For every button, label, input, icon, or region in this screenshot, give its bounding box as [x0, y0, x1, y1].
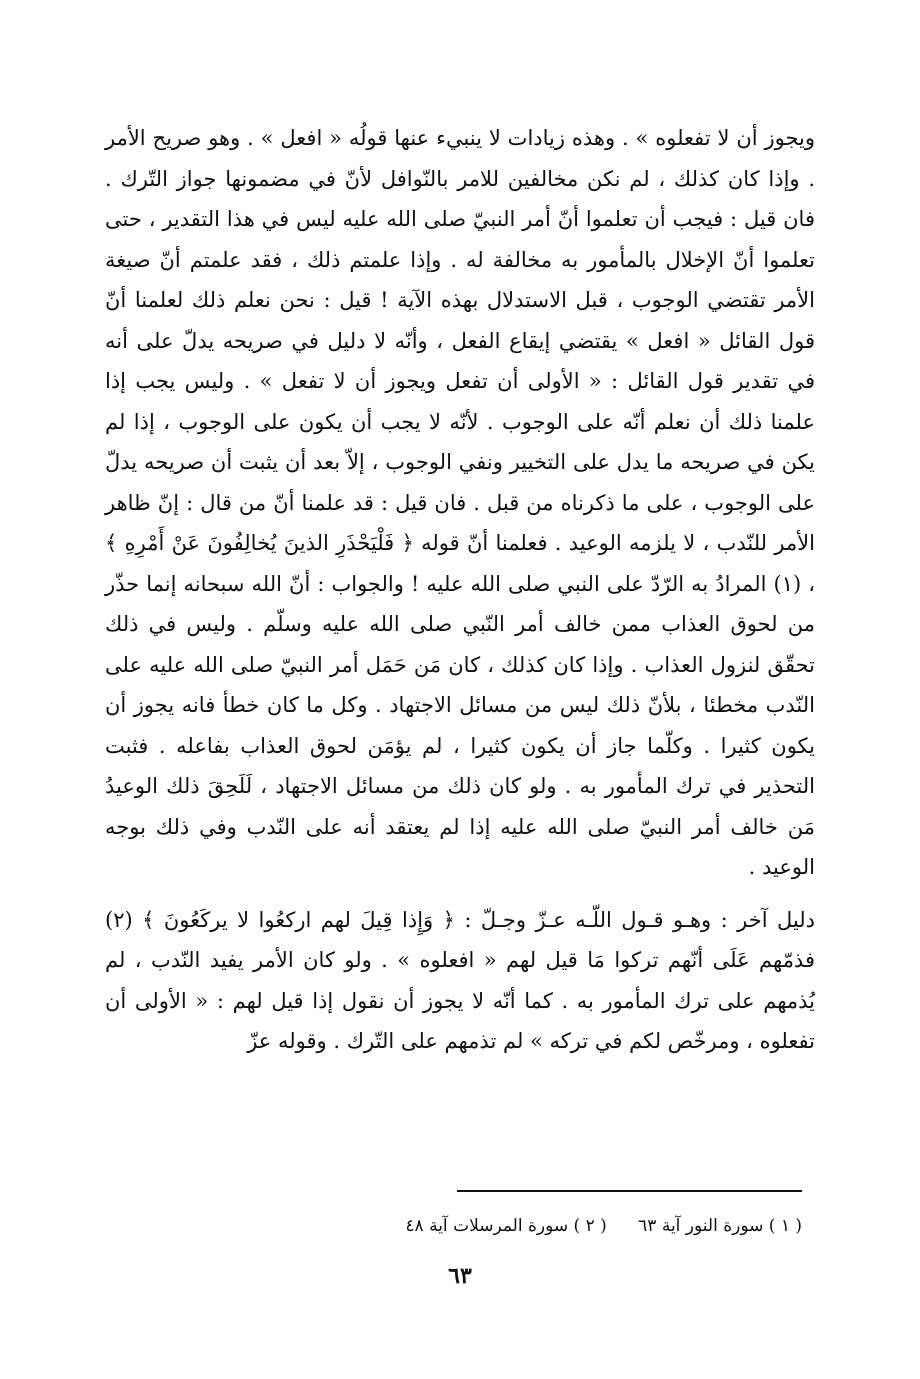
page-body: [105, 118, 815, 1062]
body-paragraph-1: ويجوز أن لا تفعلوه » . وهذه زيادات لا ينبيء عنها قولُه « افعل » . وهو صريح الأمر . وإذا كان كذلك ، لم نكن مخالفين للامر بالنّوافل لأنّ في مضمونها جواز التّرك . فان قيل : فيجب أن تعلموا أنّ أمر النبيّ صلى الله عليه ليس في هذا التقدير ، حتى تعلموا أنّ الإخلال بالمأمور به مخالفة له . وإذا علمتم ذلك ، فقد علمتم أنّ صيغة الأمر تقتضي الوجوب ، قبل الاستدلال بهذه الآية ! قيل : نحن نعلم ذلك لعلمنا أنّ قول القائل « افعل » يقتضي إيقاع الفعل ، وأنّه لا دليل في صريحه يدلّ على أنه في تقدير قول القائل : « الأولى أن تفعل ويجوز أن لا تفعل » . وليس يجب إذا علمنا ذلك أن نعلم أنّه على الوجوب . لأنّه لا يجب أن يكون على الوجوب ، إذا لم يكن في صريحه ما يدل على التخيير ونفي الوجوب ، إلاّ بعد أن يثبت أن صريحه يدلّ على الوجوب ، على ما ذكرناه من قبل . فان قيل : قد علمنا أنّ من قال : إنّ ظاهر الأمر للنّدب ، لا يلزمه الوعيد . فعلمنا أنّ قوله ﴿ فَلْيَحْذَرِ الذينَ يُخالِفُونَ عَنْ أَمْرِهِ ﴾ ، (١) المرادُ به الرّدّ على النبي صلى الله عليه ! والجواب : أنّ الله سبحانه إنما حذّر من لحوق العذاب ممن خالف أمر النّبي صلى الله عليه وسلّم . وليس في ذلك تحقّق لنزول العذاب . وإذا كان كذلك ، كان مَن حَمَل أمر النبيّ صلى الله عليه على النّدب مخطئا ، بلأنّ ذلك ليس من مسائل الاجتهاد . وكل ما كان خطأ فانه يجوز أن يكون كثيرا . وكلّما جاز أن يكون كثيرا ، لم يؤمَن لحوق العذاب بفاعله . فثبت التحذير في ترك المأمور به . ولو كان ذلك من مسائل الاجتهاد ، لَلَحِقَ ذلك الوعيدُ مَن خالف أمر النبيّ صلى الله عليه إذا لم يعتقد أنه على النّدب وفي ذلك بوجه الوعيد .: [105, 126, 815, 879]
footnote-2: ( ٢ ) سورة المرسلات آية ٤٨: [405, 1216, 607, 1236]
body-paragraph-2: دليل آخر : وهـو قـول اللّـه عـزّ وجـلّ : ﴿ وَإِذا قِيلَ لهم اركعُوا لا يركَعُونَ ﴾ (٢) فذمّهم عَلَى أنّهم تركوا مَا قيل لهم « افعلوه » . ولو كان الأمر يفيد النّدب ، لم يُذمهم على ترك المأمور به . كما أنّه لا يجوز أن نقول إذا قيل لهم : « الأولى أن تفعلوه ، ومرخّص لكم في تركه » لم تذمهم على التّرك . وقوله عزّ: [105, 907, 815, 1053]
footnotes: [405, 1214, 802, 1238]
page-number: ٦٣: [448, 1263, 472, 1289]
footnote-divider: [457, 1190, 802, 1192]
footnote-1: ( ١ ) سورة النور آية ٦٣: [638, 1216, 802, 1236]
